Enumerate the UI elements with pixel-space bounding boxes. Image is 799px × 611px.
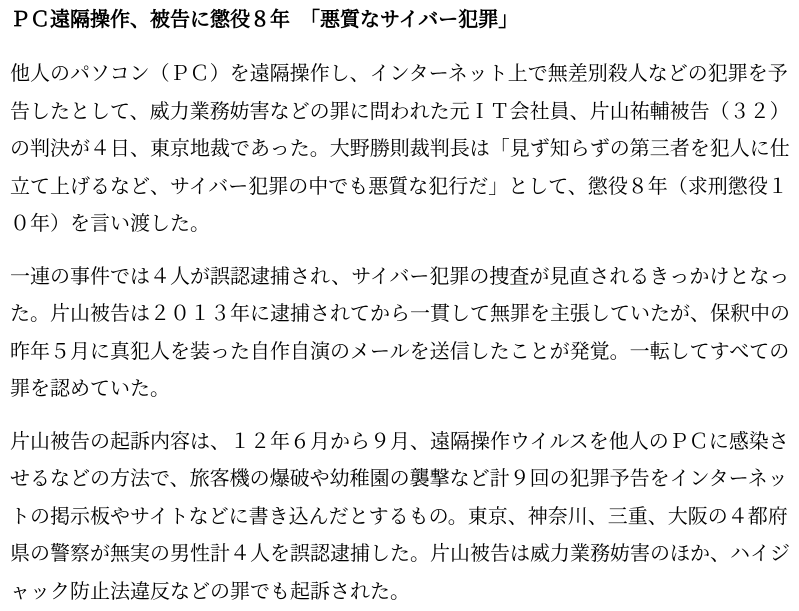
article-paragraph-background: 一連の事件では４人が誤認逮捕され、サイバー犯罪の捜査が見直されるきっかけとなった。片山被告は２０１３年に逮捕されてから一貫して無罪を主張していたが、保釈中の昨年５月に真犯人を装った自作自演のメールを送信したことが発覚。一転してすべての罪を認めていた。 [10, 259, 794, 409]
article-paragraph-verdict: 他人のパソコン（ＰＣ）を遠隔操作し、インターネット上で無差別殺人などの犯罪を予告したとして、威力業務妨害などの罪に問われた元ＩＴ会社員、片山祐輔被告（３２）の判決が４日、東京地裁であった。大野勝則裁判長は「見ず知らずの第三者を犯人に仕立て上げるなど、サイバー犯罪の中でも悪質な犯行だ」として、懲役８年（求刑懲役１０年）を言い渡した。 [10, 56, 794, 244]
article-title: ＰＣ遠隔操作、被告に懲役８年 「悪質なサイバー犯罪」 [10, 6, 794, 34]
article-paragraph-indictment: 片山被告の起訴内容は、１２年６月から９月、遠隔操作ウイルスを他人のＰＣに感染させるなどの方法で、旅客機の爆破や幼稚園の襲撃など計９回の犯罪予告をインターネットの掲示板やサイトなどに書き込んだとするもの。東京、神奈川、三重、大阪の４都府県の警察が無実の男性計４人を誤認逮捕した。片山被告は威力業務妨害のほか、ハイジャック防止法違反などの罪でも起訴された。 [10, 424, 794, 611]
